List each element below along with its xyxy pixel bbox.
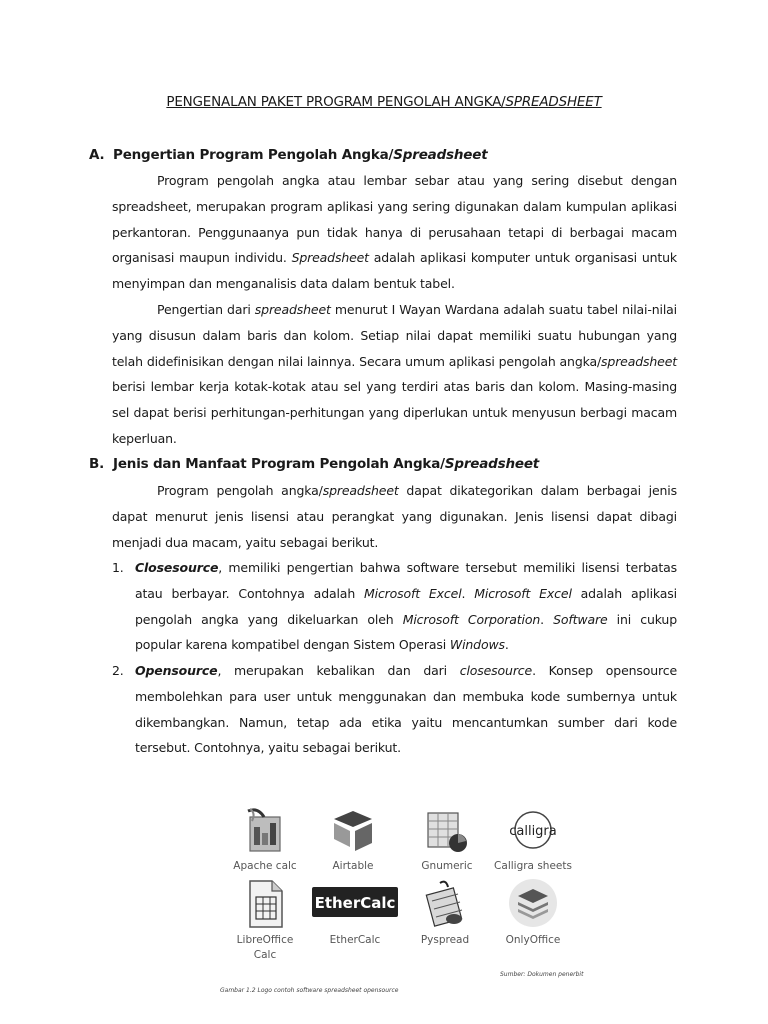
logo-label: EtherCalc (329, 934, 381, 946)
logo-ethercalc (305, 887, 405, 948)
logo-apache-calc (215, 805, 315, 874)
logo-pyspread (395, 877, 495, 948)
calligra-icon (503, 805, 563, 855)
logo-onlyoffice (483, 877, 583, 948)
section-a-paragraph-1: Program pengolah angka atau lembar sebar atau yang sering disebut dengan spreadsheet, merupakan program aplikasi yang sering digunakan dalam kumpulan aplikasi perkantoran. Penggunaanya pun tidak hanya di perusahaan tetapi di berbagai macam organisasi maupun individu. Spreadsheet adalah aplikasi komputer untuk organisasi untuk menyimpan dan menganalisis data dalam bentuk tabel. (112, 173, 677, 292)
ethercalc-icon (312, 887, 398, 919)
logo-label: Pyspread (420, 934, 470, 946)
figure-source: Sumber: Dokumen penerbit (500, 971, 584, 978)
apache-calc-icon (240, 805, 290, 855)
page-title: PENGENALAN PAKET PROGRAM PENGOLAH ANGKA/SPREADSHEET (166, 94, 602, 110)
list-item-opensource: 2. Opensource, merupakan kebalikan dan dari closesource. Konsep opensource membolehkan para user untuk menggunakan dan membuka kode sumbernya untuk dikembangkan. Namun, tetap ada etika yaitu mencantumkan sumber dari kode tersebut. Contohnya, yaitu sebagai berikut. (112, 663, 677, 756)
section-b-paragraph-1: Program pengolah angka/spreadsheet dapat dikategorikan dalam berbagai jenis dapat menurut jenis lisensi atau perangkat yang digunakan. Jenis lisensi dapat dibagi menjadi dua macam, yaitu sebagai berikut. (112, 483, 677, 550)
airtable-icon (328, 805, 378, 855)
svg-text:EtherCalc: EtherCalc (314, 894, 396, 912)
libreoffice-calc-icon (240, 877, 290, 929)
section-a-paragraph-2: Pengertian dari spreadsheet menurut I Wayan Wardana adalah suatu tabel nilai-nilai yang disusun dalam baris dan kolom. Setiap nilai dapat memiliki suatu hubungan yang telah didefinisikan dengan nilai lainnya. Secara umum aplikasi pengolah angka/spreadsheet berisi lembar kerja kotak-kotak atau sel yang terdiri atas baris dan kolom. Masing-masing sel dapat berisi perhitungan-perhitungan yang diperlukan untuk menyusun berbagi macam keperluan. (112, 302, 677, 446)
logo-figure (215, 805, 595, 985)
section-b-heading: B. Jenis dan Manfaat Program Pengolah Angka/Spreadsheet (89, 456, 540, 472)
pyspread-icon (420, 877, 470, 929)
onlyoffice-icon (508, 877, 558, 929)
logo-label: Gnumeric (421, 860, 473, 872)
logo-gnumeric (397, 805, 497, 874)
logo-label: LibreOffice Calc (236, 934, 294, 961)
logo-label: Apache calc (233, 860, 297, 872)
gnumeric-icon (422, 805, 472, 855)
logo-label: Calligra sheets (494, 860, 572, 872)
logo-libreoffice-calc (215, 877, 315, 963)
list-item-closesource: 1. Closesource, memiliki pengertian bahwa software tersebut memiliki lisensi terbatas atau berbayar. Contohnya adalah Microsoft Excel. Microsoft Excel adalah aplikasi pengolah angka yang dikeluarkan oleh Microsoft Corporation. Software ini cukup popular karena kompatibel dengan Sistem Operasi Windows. (112, 560, 677, 653)
logo-calligra (483, 805, 583, 874)
section-a-heading: A. Pengertian Program Pengolah Angka/Spreadsheet (89, 147, 488, 163)
figure-caption: Gambar 1.2 Logo contoh software spreadsheet opensource (220, 987, 399, 994)
logo-airtable (303, 805, 403, 874)
svg-text:calligra: calligra (509, 824, 557, 839)
logo-label: OnlyOffice (505, 934, 561, 946)
logo-label: Airtable (332, 860, 374, 872)
